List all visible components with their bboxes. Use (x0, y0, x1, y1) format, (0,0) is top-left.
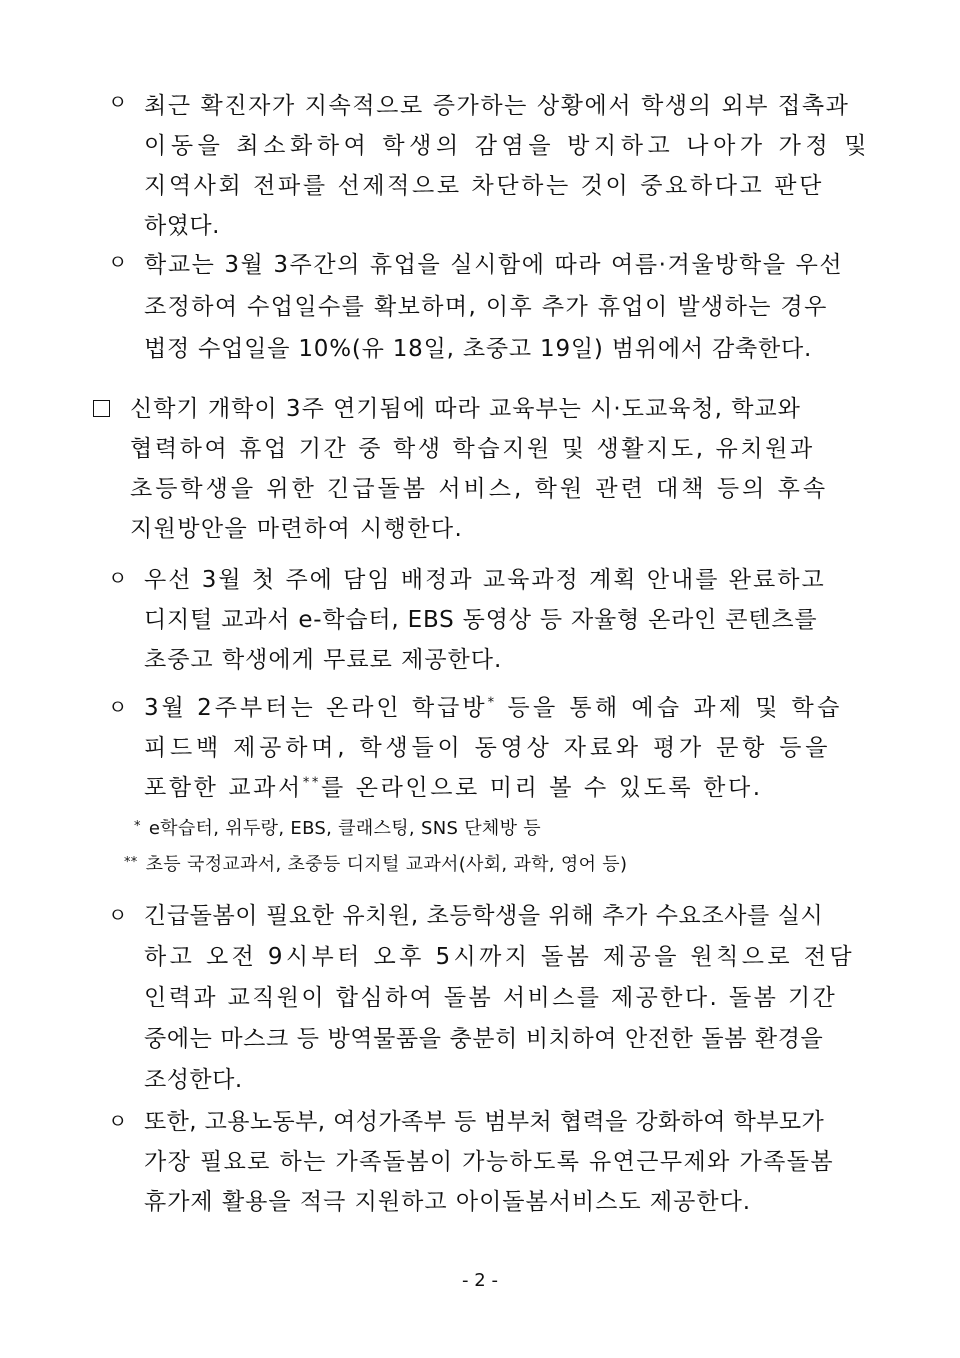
footnote-2 (124, 850, 627, 876)
paragraph-text: 포함한 교과서 (144, 775, 303, 801)
footnote-text: e학습터, 위두랑, EBS, 클래스팅, SNS 단체방 등 (148, 818, 541, 839)
paragraph-line: 학교는 3월 3주간의 휴업을 실시함에 따라 여름·겨울방학을 우선 (144, 252, 844, 278)
paragraph-line: 협력하여 휴업 기간 중 학생 학습지원 및 생활지도, 유치원과 (130, 436, 815, 462)
checkbox-bullet (93, 400, 110, 417)
paragraph-line: 법정 수업일을 10%(유 18일, 초중고 19일) 범위에서 감축한다. (144, 336, 813, 362)
footnote-mark: * (134, 819, 141, 834)
paragraph-line: 조성한다. (144, 1067, 243, 1093)
circle-bullet-6: ㅇ (108, 1109, 128, 1133)
paragraph-1 (144, 86, 872, 246)
paragraph-line: 최근 확진자가 지속적으로 증가하는 상황에서 학생의 외부 접촉과 (144, 93, 850, 119)
paragraph-2 (144, 244, 868, 370)
paragraph-3 (130, 389, 870, 549)
paragraph-7 (144, 1102, 868, 1222)
paragraph-text: 3월 2주부터는 온라인 학급방 (144, 695, 488, 721)
paragraph-line: 신학기 개학이 3주 연기됨에 따라 교육부는 시·도교육청, 학교와 (130, 396, 801, 422)
circle-bullet-3: ㅇ (108, 566, 128, 590)
circle-bullet-5: ㅇ (108, 903, 128, 927)
paragraph-line (144, 688, 868, 728)
paragraph-line (144, 768, 868, 808)
paragraph-line: 지역사회 전파를 선제적으로 차단하는 것이 중요하다고 판단 (144, 173, 824, 199)
paragraph-line: 하고 오전 9시부터 오후 5시까지 돌봄 제공을 원칙으로 전담 (144, 944, 855, 970)
paragraph-line: 휴가제 활용을 적극 지원하고 아이돌봄서비스도 제공한다. (144, 1189, 752, 1215)
paragraph-line: 이동을 최소화하여 학생의 감염을 방지하고 나아가 가정 및 (144, 133, 872, 159)
footnote-ref: ** (302, 775, 322, 791)
paragraph-line: 우선 3월 첫 주에 담임 배정과 교육과정 계획 안내를 완료하고 (144, 567, 826, 593)
paragraph-line: 지원방안을 마련하여 시행한다. (130, 516, 464, 542)
footnote-ref: * (487, 695, 498, 711)
paragraph-line: 인력과 교직원이 합심하여 돌봄 서비스를 제공한다. 돌봄 기간 (144, 985, 838, 1011)
footnote-text: 초등 국정교과서, 초중등 디지털 교과서(사회, 과학, 영어 등) (145, 854, 628, 875)
paragraph-text: 등을 통해 예습 과제 및 학습 (507, 695, 843, 721)
paragraph-line: 긴급돌봄이 필요한 유치원, 초등학생을 위해 추가 수요조사를 실시 (144, 903, 824, 929)
paragraph-5 (144, 688, 868, 808)
paragraph-6 (144, 896, 868, 1101)
circle-bullet-2: ㅇ (108, 250, 128, 274)
page-number: - 2 - (462, 1270, 498, 1291)
footnote-mark: ** (124, 855, 138, 870)
footnote-1 (134, 814, 541, 840)
paragraph-line: 디지털 교과서 e-학습터, EBS 동영상 등 자율형 온라인 콘텐츠를 (144, 607, 818, 633)
paragraph-text: 를 온라인으로 미리 볼 수 있도록 한다. (321, 775, 763, 801)
paragraph-line: 피드백 제공하며, 학생들이 동영상 자료와 평가 문항 등을 (144, 735, 832, 761)
circle-bullet-4: ㅇ (108, 695, 128, 719)
paragraph-line: 중에는 마스크 등 방역물품을 충분히 비치하여 안전한 돌봄 환경을 (144, 1026, 824, 1052)
paragraph-line: 가장 필요로 하는 가족돌봄이 가능하도록 유연근무제와 가족돌봄 (144, 1149, 834, 1175)
paragraph-line: 하였다. (144, 213, 220, 239)
paragraph-line: 조정하여 수업일수를 확보하며, 이후 추가 휴업이 발생하는 경우 (144, 294, 828, 320)
paragraph-line: 초중고 학생에게 무료로 제공한다. (144, 647, 503, 673)
circle-bullet-1: ㅇ (108, 90, 128, 114)
paragraph-4 (144, 560, 868, 680)
paragraph-line: 초등학생을 위한 긴급돌봄 서비스, 학원 관련 대책 등의 후속 (130, 476, 829, 502)
paragraph-line: 또한, 고용노동부, 여성가족부 등 범부처 협력을 강화하여 학부모가 (144, 1109, 825, 1135)
